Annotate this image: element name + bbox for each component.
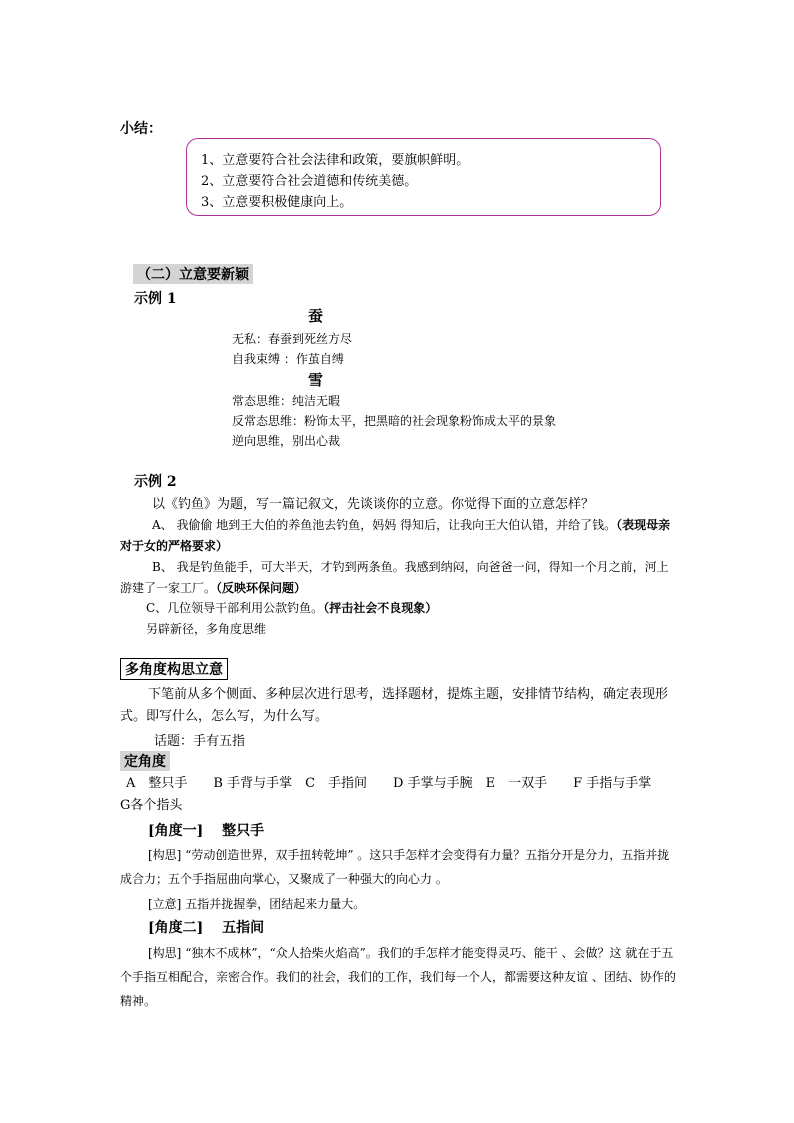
angle2-idea <box>120 941 676 1013</box>
option-b-note: （反映环保问题） <box>216 581 307 595</box>
angle1-idea-text: “劳动创造世界，双手扭转乾坤” 。这只手怎样才会变得有力量？五指分开是分力，五指并拢成合力；五个手指屈曲向掌心，又聚成了一种强大的向心力 。 <box>120 848 670 886</box>
option-c-note: （抨击社会不良现象） <box>323 601 438 615</box>
angle1-stance-text: 五指并拢握拳，团结起来力量大。 <box>185 897 366 911</box>
example2-intro: 以《钓鱼》为题，写一篇记叙文，先谈谈你的立意。你觉得下面的立意怎样？ <box>152 497 595 512</box>
angle1-stance-label: [立意] <box>148 897 182 911</box>
option-a <box>120 515 676 557</box>
angle2-idea-label: [构思] <box>148 946 182 960</box>
option-c <box>146 599 437 616</box>
angle2-idea-text: “独木不成林”，“众人拾柴火焰高”。我们的手怎样才能变得灵巧、能干 、会做？这 就在于五个手指互相配合，亲密合作。我们的社会，我们的工作，我们每一个人，都需要这种友谊 、团结、协作的精神。 <box>120 946 676 1008</box>
angle1-title: [角度一] 整只手 <box>148 823 265 839</box>
topic: 话题：手有五指 <box>154 734 246 749</box>
poem-line-a1: 无私：春蚕到死丝方尽 <box>232 332 353 346</box>
option-c-text: C、几位领导干部利用公款钓鱼。 <box>146 601 324 615</box>
option-a-note: （表现母亲对于女的严格要求） <box>120 518 671 553</box>
option-b-text: B、 我是钓鱼能手，可大半天，才钓到两条鱼。我感到纳闷，向爸爸一问，得知一个月之前，河上游建了一家工厂。 <box>120 560 669 595</box>
summary-item-2: 2、立意要符合社会道德和传统美德。 <box>201 174 418 189</box>
example1-label: 示例 1 <box>134 291 177 307</box>
poem-title-snow: 雪 <box>308 371 324 389</box>
summary-box <box>186 138 661 216</box>
angle1-stance <box>148 895 365 912</box>
angle-heading: 定角度 <box>120 751 170 771</box>
poem-line-b1: 常态思维：纯洁无暇 <box>232 394 341 408</box>
angle1-idea <box>120 843 676 891</box>
summary-item-3: 3、立意要积极健康向上。 <box>201 195 353 210</box>
angle2-title: [角度二] 五指间 <box>148 920 265 936</box>
section3-heading: 多角度构思立意 <box>120 658 228 680</box>
summary-title: 小结： <box>120 121 162 137</box>
angle1-idea-label: [构思] <box>148 848 182 862</box>
section2-heading: （二）立意要新颖 <box>133 264 253 284</box>
example2-conclusion: 另辟新径，多角度思维 <box>146 622 267 636</box>
poem-title-silkworm: 蚕 <box>308 307 324 325</box>
summary-item-1: 1、立意要符合社会法律和政策，要旗帜鲜明。 <box>201 153 470 168</box>
angle-options: A 整只手 B 手背与手掌 C 手指间 D 手掌与手腕 E 一双手 F 手指与手掌 G各个指头 <box>120 776 678 813</box>
example2-label: 示例 2 <box>134 474 177 490</box>
option-b <box>120 557 676 599</box>
section3-intro: 下笔前从多个侧面、多种层次进行思考，选择题材，提炼主题，安排情节结构，确定表现形式。即写什么，怎么写，为什么写。 <box>120 687 669 724</box>
option-a-text: A、 我偷偷 地到王大伯的养鱼池去钓鱼，妈妈 得知后，让我向王大伯认错，并给了钱。 <box>152 518 617 532</box>
poem-line-a2: 自我束缚 ：作茧自缚 <box>232 352 344 366</box>
poem-line-b2: 反常态思维：粉饰太平，把黑暗的社会现象粉饰成太平的景象 <box>232 414 557 428</box>
poem-line-b3: 逆向思维，别出心裁 <box>232 434 341 448</box>
